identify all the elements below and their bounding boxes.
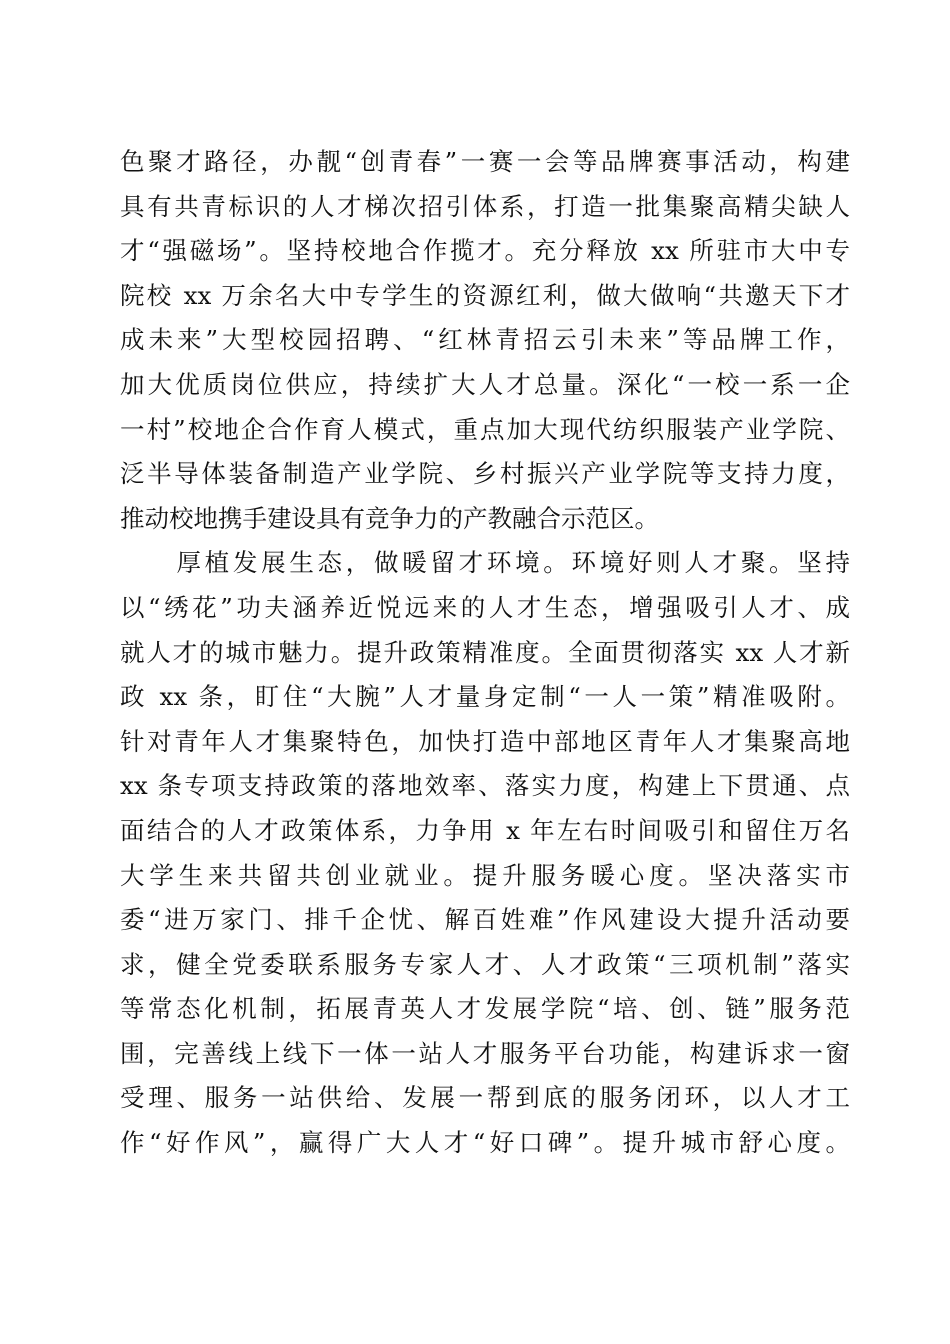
text-line-22: 受理、服务一站供给、发展一帮到底的服务闭环，以人才工 [120,1083,850,1113]
text-line-23: 作“好作风”，赢得广大人才“好口碑”。提升城市舒心度。 [120,1128,850,1158]
text-line-19: 求，健全党委联系服务专家人才、人才政策“三项机制”落实 [120,949,850,979]
text-line-7: 一村”校地企合作育人模式，重点加大现代纺织服装产业学院、 [120,414,850,444]
text-line-10: 厚植发展生态，做暖留才环境。环境好则人才聚。坚持 [120,548,850,578]
text-line-16: 面结合的人才政策体系，力争用 x 年左右时间吸引和留住万名 [120,815,850,845]
text-line-5: 成未来”大型校园招聘、“红林青招云引未来”等品牌工作， [120,325,850,355]
text-line-14: 针对青年人才集聚特色，加快打造中部地区青年人才集聚高地 [120,726,850,756]
text-line-20: 等常态化机制，拓展青英人才发展学院“培、创、链”服务范 [120,994,850,1024]
text-line-1: 色聚才路径，办靓“创青春”一赛一会等品牌赛事活动，构建 [120,147,850,176]
text-line-18: 委“进万家门、排千企忧、解百姓难”作风建设大提升活动要 [120,905,850,935]
text-line-6: 加大优质岗位供应，持续扩大人才总量。深化“一校一系一企 [120,369,850,399]
text-line-17: 大学生来共留共创业就业。提升服务暖心度。坚决落实市 [120,860,850,890]
text-line-8: 泛半导体装备制造产业学院、乡村振兴产业学院等支持力度， [120,459,850,489]
text-line-2: 具有共青标识的人才梯次招引体系，打造一批集聚高精尖缺人 [120,191,850,221]
text-line-13: 政 xx 条，盯住“大腕”人才量身定制“一人一策”精准吸附。 [120,682,850,712]
text-line-11: 以“绣花”功夫涵养近悦远来的人才生态，增强吸引人才、成 [120,592,850,622]
body-text [120,140,850,1166]
text-line-21: 围，完善线上线下一体一站人才服务平台功能，构建诉求一窗 [120,1038,850,1068]
text-line-3: 才“强磁场”。坚持校地合作揽才。充分释放 xx 所驻市大中专 [120,236,850,266]
text-line-15: xx 条专项支持政策的落地效率、落实力度，构建上下贯通、点 [120,771,850,801]
text-line-9: 推动校地携手建设具有竞争力的产教融合示范区。 [120,503,659,533]
text-line-12: 就人才的城市魅力。提升政策精准度。全面贯彻落实 xx 人才新 [120,637,850,667]
text-line-4: 院校 xx 万余名大中专学生的资源红利，做大做响“共邀天下才 [120,280,850,310]
